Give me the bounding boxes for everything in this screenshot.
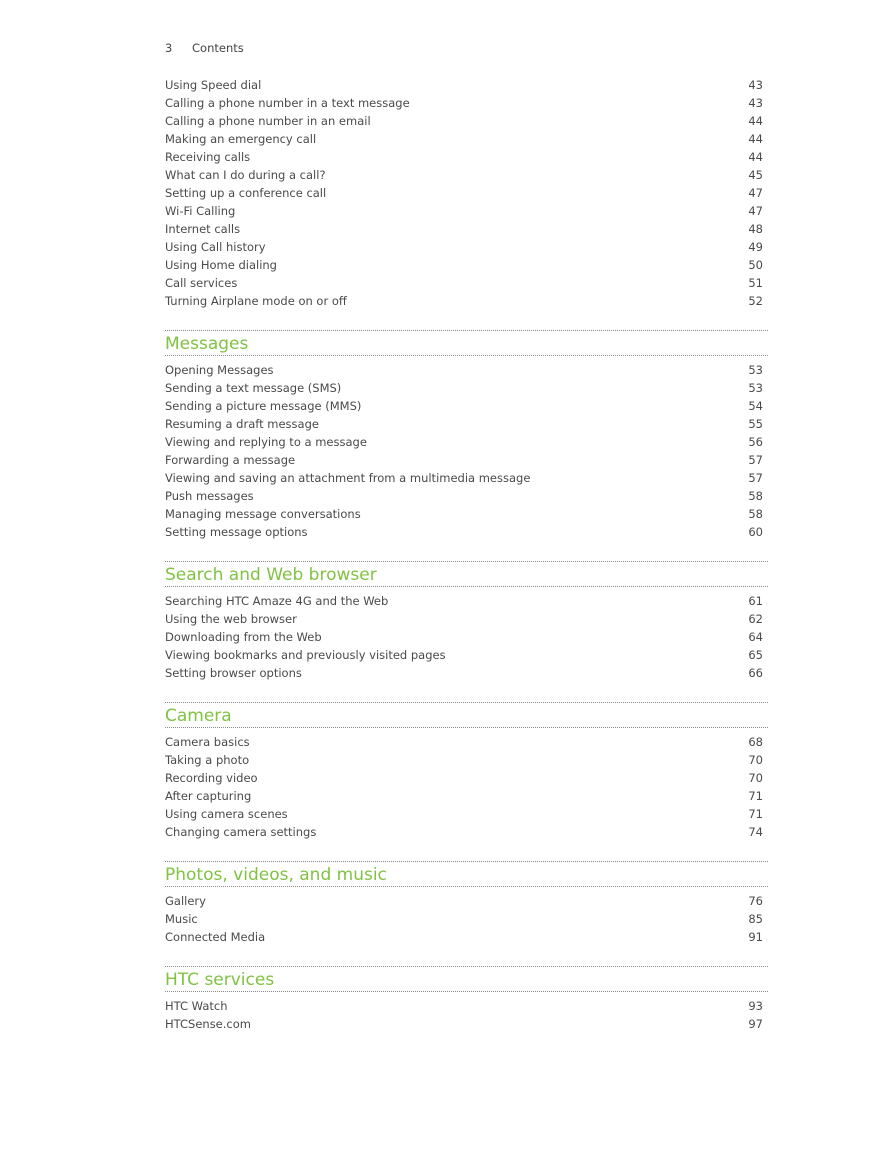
toc-entry[interactable]	[165, 664, 763, 682]
header-title: Contents	[192, 41, 244, 55]
toc-entry[interactable]	[165, 787, 763, 805]
toc-entry[interactable]	[165, 628, 763, 646]
toc-entry-title: Camera basics	[165, 735, 250, 749]
toc-entry-page: 85	[748, 912, 763, 926]
section-title[interactable]: Photos, videos, and music	[165, 865, 387, 885]
toc-entry[interactable]	[165, 274, 763, 292]
toc-entry-title: Using Call history	[165, 240, 266, 254]
toc-section	[165, 561, 763, 682]
toc-entry-page: 48	[748, 222, 763, 236]
toc-entry[interactable]	[165, 433, 763, 451]
toc-entry[interactable]	[165, 238, 763, 256]
toc-section	[165, 861, 763, 946]
toc-entry[interactable]	[165, 805, 763, 823]
toc-entry-page: 54	[748, 399, 763, 413]
toc-entry-title: Push messages	[165, 489, 254, 503]
toc-entry-title: Turning Airplane mode on or off	[165, 294, 347, 308]
toc-entry-page: 74	[748, 825, 763, 839]
page-header	[165, 41, 244, 55]
toc-entry-page: 53	[748, 363, 763, 377]
toc-entry-title: Receiving calls	[165, 150, 251, 164]
toc-entry-page: 44	[748, 132, 763, 146]
toc-entry-title: Music	[165, 912, 198, 926]
toc-entry-title: Changing camera settings	[165, 825, 317, 839]
toc-entry-page: 44	[748, 114, 763, 128]
toc-entry[interactable]	[165, 379, 763, 397]
toc-entry-page: 60	[748, 525, 763, 539]
toc-entry[interactable]	[165, 487, 763, 505]
toc-entry-page: 50	[748, 258, 763, 272]
toc-entry[interactable]	[165, 148, 763, 166]
toc-entry[interactable]	[165, 76, 763, 94]
toc-entry[interactable]	[165, 751, 763, 769]
toc-entry-page: 76	[748, 894, 763, 908]
toc-entry-page: 43	[748, 78, 763, 92]
toc-entry-title: Calling a phone number in an email	[165, 114, 371, 128]
toc-entry-title: Call services	[165, 276, 238, 290]
toc-entry-title: Gallery	[165, 894, 206, 908]
section-header	[165, 966, 768, 992]
toc-entry[interactable]	[165, 184, 763, 202]
toc-entry-page: 52	[748, 294, 763, 308]
toc-entry[interactable]	[165, 1015, 763, 1033]
toc-entry-title: HTCSense.com	[165, 1017, 251, 1031]
toc-entry[interactable]	[165, 646, 763, 664]
toc-entry[interactable]	[165, 610, 763, 628]
toc-entry-page: 91	[748, 930, 763, 944]
toc-entry[interactable]	[165, 469, 763, 487]
toc-entry-title: Viewing and replying to a message	[165, 435, 367, 449]
toc-entry-page: 64	[748, 630, 763, 644]
toc-entry-page: 43	[748, 96, 763, 110]
toc-entry[interactable]	[165, 256, 763, 274]
toc-entry[interactable]	[165, 592, 763, 610]
toc-entry-title: Using camera scenes	[165, 807, 288, 821]
section-header	[165, 561, 768, 587]
toc-entry-title: Recording video	[165, 771, 258, 785]
toc-entry-title: Viewing and saving an attachment from a multimedia message	[165, 471, 531, 485]
toc-entry-title: After capturing	[165, 789, 252, 803]
toc-entry-page: 44	[748, 150, 763, 164]
toc-entry-title: Sending a text message (SMS)	[165, 381, 342, 395]
toc-entry-title: Using Speed dial	[165, 78, 262, 92]
toc-entry-page: 70	[748, 753, 763, 767]
toc-entry[interactable]	[165, 292, 763, 310]
toc-sections	[165, 330, 763, 1033]
toc-entry[interactable]	[165, 112, 763, 130]
toc-entry-title: Setting browser options	[165, 666, 302, 680]
toc-section	[165, 702, 763, 841]
toc-entry[interactable]	[165, 769, 763, 787]
toc-entry-title: Setting up a conference call	[165, 186, 327, 200]
toc-section	[165, 966, 763, 1033]
toc-entry-title: Setting message options	[165, 525, 308, 539]
toc-entry-page: 45	[748, 168, 763, 182]
toc-entry-page: 47	[748, 186, 763, 200]
toc-entry-page: 71	[748, 807, 763, 821]
toc-entry-page: 53	[748, 381, 763, 395]
toc-entry-page: 58	[748, 489, 763, 503]
toc-entry-page: 66	[748, 666, 763, 680]
toc-entry[interactable]	[165, 220, 763, 238]
toc-entry[interactable]	[165, 130, 763, 148]
toc-entry-page: 68	[748, 735, 763, 749]
toc-entry-title: Connected Media	[165, 930, 266, 944]
toc-entry-title: Searching HTC Amaze 4G and the Web	[165, 594, 389, 608]
toc-entry-title: Sending a picture message (MMS)	[165, 399, 362, 413]
toc-entry[interactable]	[165, 523, 763, 541]
toc-entry[interactable]	[165, 997, 763, 1015]
toc-entry-title: Downloading from the Web	[165, 630, 322, 644]
toc-entry-title: Internet calls	[165, 222, 241, 236]
toc-entry[interactable]	[165, 505, 763, 523]
toc-entry-title: HTC Watch	[165, 999, 228, 1013]
toc-entry[interactable]	[165, 892, 763, 910]
toc-entry-title: Resuming a draft message	[165, 417, 319, 431]
toc-entry-page: 57	[748, 471, 763, 485]
toc-entry-page: 65	[748, 648, 763, 662]
toc-entry-page: 71	[748, 789, 763, 803]
toc-entry[interactable]	[165, 823, 763, 841]
toc-content	[165, 76, 763, 1033]
toc-entry[interactable]	[165, 397, 763, 415]
section-title[interactable]: HTC services	[165, 970, 275, 990]
toc-entry-title: Wi-Fi Calling	[165, 204, 236, 218]
toc-entry[interactable]	[165, 202, 763, 220]
toc-entry[interactable]	[165, 928, 763, 946]
toc-entry-title: Using the web browser	[165, 612, 297, 626]
toc-entry-title: Viewing bookmarks and previously visited pages	[165, 648, 446, 662]
toc-entry-page: 58	[748, 507, 763, 521]
section-title[interactable]: Messages	[165, 334, 249, 354]
section-header	[165, 861, 768, 887]
section-title[interactable]: Camera	[165, 706, 232, 726]
section-title[interactable]: Search and Web browser	[165, 565, 377, 585]
toc-entry-title: Forwarding a message	[165, 453, 296, 467]
toc-entry-title: Opening Messages	[165, 363, 274, 377]
toc-entry[interactable]	[165, 415, 763, 433]
toc-entry-page: 62	[748, 612, 763, 626]
toc-entry-page: 97	[748, 1017, 763, 1031]
toc-entry-page: 57	[748, 453, 763, 467]
toc-entry[interactable]	[165, 361, 763, 379]
toc-section	[165, 330, 763, 541]
toc-entry-page: 55	[748, 417, 763, 431]
section-header	[165, 702, 768, 728]
toc-entry-title: What can I do during a call?	[165, 168, 326, 182]
toc-entry[interactable]	[165, 910, 763, 928]
toc-entry-title: Making an emergency call	[165, 132, 317, 146]
toc-entry[interactable]	[165, 451, 763, 469]
toc-entry-page: 56	[748, 435, 763, 449]
toc-entry-page: 61	[748, 594, 763, 608]
toc-entry[interactable]	[165, 733, 763, 751]
toc-entry[interactable]	[165, 166, 763, 184]
section-header	[165, 330, 768, 356]
toc-entry-title: Managing message conversations	[165, 507, 361, 521]
toc-entry-page: 51	[748, 276, 763, 290]
toc-entry[interactable]	[165, 94, 763, 112]
toc-entry-page: 47	[748, 204, 763, 218]
toc-entry-page: 70	[748, 771, 763, 785]
toc-entry-title: Taking a photo	[165, 753, 250, 767]
page-number: 3	[165, 41, 173, 55]
toc-intro-list	[165, 76, 763, 310]
toc-entry-page: 93	[748, 999, 763, 1013]
toc-entry-title: Calling a phone number in a text message	[165, 96, 410, 110]
toc-entry-title: Using Home dialing	[165, 258, 277, 272]
toc-entry-page: 49	[748, 240, 763, 254]
